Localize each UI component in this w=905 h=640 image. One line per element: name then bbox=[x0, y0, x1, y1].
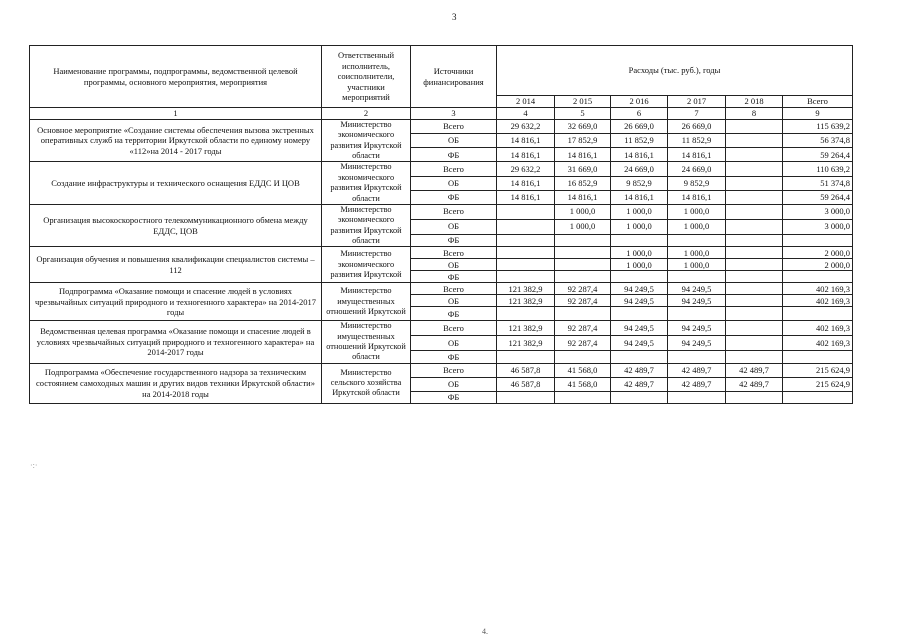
cell-amount bbox=[726, 134, 783, 148]
cell-amount: 26 669,0 bbox=[611, 120, 668, 134]
cell-amount: 1 000,0 bbox=[555, 204, 611, 219]
cell-amount bbox=[611, 351, 668, 364]
row-funding-source: ФБ bbox=[411, 391, 497, 403]
cell-amount bbox=[726, 120, 783, 134]
cell-amount bbox=[497, 234, 555, 247]
cell-amount: 32 669,0 bbox=[555, 120, 611, 134]
cell-total: 115 639,2 bbox=[783, 120, 853, 134]
cell-total: 2 000,0 bbox=[783, 259, 853, 271]
cell-amount: 24 669,0 bbox=[668, 162, 726, 177]
column-index: 6 bbox=[611, 108, 668, 120]
row-funding-source: Всего bbox=[411, 283, 497, 295]
cell-amount bbox=[497, 247, 555, 259]
cell-amount: 26 669,0 bbox=[668, 120, 726, 134]
row-funding-source: Всего bbox=[411, 363, 497, 377]
cell-amount: 1 000,0 bbox=[611, 219, 668, 234]
row-program-name: Подпрограмма «Оказание помощи и спасение людей в условиях чрезвычайных ситуаций природного и техногенного характера» на 2014-2017 годы bbox=[30, 283, 322, 321]
header-year: 2 018 bbox=[726, 96, 783, 108]
cell-amount: 42 489,7 bbox=[668, 377, 726, 391]
row-program-name: Подпрограмма «Обеспечение государственного надзора за техническим состоянием самоходных машин и других видов техники Иркутской области» на 2014-2018 годы bbox=[30, 363, 322, 403]
cell-amount: 121 382,9 bbox=[497, 295, 555, 307]
cell-amount bbox=[726, 259, 783, 271]
cell-amount: 42 489,7 bbox=[611, 377, 668, 391]
cell-amount: 94 249,5 bbox=[668, 295, 726, 307]
cell-total bbox=[783, 391, 853, 403]
cell-total: 3 000,0 bbox=[783, 204, 853, 219]
cell-amount bbox=[726, 391, 783, 403]
cell-amount bbox=[497, 391, 555, 403]
cell-total: 402 169,3 bbox=[783, 295, 853, 307]
cell-amount bbox=[555, 391, 611, 403]
scan-speck: ·:· bbox=[30, 461, 38, 470]
cell-amount: 42 489,7 bbox=[726, 363, 783, 377]
cell-amount: 14 816,1 bbox=[497, 134, 555, 148]
budget-table-body bbox=[30, 120, 853, 404]
cell-total: 56 374,8 bbox=[783, 134, 853, 148]
cell-amount: 94 249,5 bbox=[668, 321, 726, 336]
column-index: 4 bbox=[497, 108, 555, 120]
cell-amount: 94 249,5 bbox=[611, 336, 668, 351]
cell-amount bbox=[726, 148, 783, 162]
cell-amount: 11 852,9 bbox=[668, 134, 726, 148]
row-executor: Министерство экономического развития Иркутской области bbox=[322, 120, 411, 162]
cell-amount bbox=[668, 271, 726, 283]
cell-amount: 46 587,8 bbox=[497, 377, 555, 391]
cell-amount: 14 816,1 bbox=[668, 191, 726, 205]
cell-amount bbox=[726, 234, 783, 247]
cell-amount: 41 568,0 bbox=[555, 377, 611, 391]
cell-amount bbox=[726, 204, 783, 219]
row-funding-source: Всего bbox=[411, 162, 497, 177]
cell-amount: 1 000,0 bbox=[611, 247, 668, 259]
column-index: 8 bbox=[726, 108, 783, 120]
cell-amount bbox=[726, 307, 783, 321]
cell-total bbox=[783, 351, 853, 364]
column-index: 7 bbox=[668, 108, 726, 120]
row-program-name: Организация обучения и повышения квалификации специалистов системы – 112 bbox=[30, 247, 322, 283]
cell-amount bbox=[726, 271, 783, 283]
cell-amount: 1 000,0 bbox=[668, 204, 726, 219]
cell-amount: 1 000,0 bbox=[668, 259, 726, 271]
cell-amount bbox=[497, 271, 555, 283]
row-funding-source: ОБ bbox=[411, 177, 497, 191]
cell-amount: 14 816,1 bbox=[497, 177, 555, 191]
cell-amount: 46 587,8 bbox=[497, 363, 555, 377]
cell-amount bbox=[555, 234, 611, 247]
row-executor: Министерство экономического развития Иркутской области bbox=[322, 162, 411, 204]
cell-amount: 94 249,5 bbox=[611, 295, 668, 307]
cell-amount: 41 568,0 bbox=[555, 363, 611, 377]
cell-amount: 29 632,2 bbox=[497, 162, 555, 177]
header-expenses: Расходы (тыс. руб.), годы bbox=[497, 46, 853, 96]
row-funding-source: ОБ bbox=[411, 336, 497, 351]
row-executor: Министерство экономического развития Иркутской bbox=[322, 247, 411, 283]
cell-amount: 14 816,1 bbox=[555, 148, 611, 162]
cell-total bbox=[783, 271, 853, 283]
cell-amount: 1 000,0 bbox=[668, 219, 726, 234]
cell-amount: 42 489,7 bbox=[726, 377, 783, 391]
cell-amount bbox=[555, 351, 611, 364]
cell-amount: 92 287,4 bbox=[555, 283, 611, 295]
cell-amount: 1 000,0 bbox=[611, 204, 668, 219]
cell-amount bbox=[555, 259, 611, 271]
cell-total: 59 264,4 bbox=[783, 191, 853, 205]
row-funding-source: ФБ bbox=[411, 191, 497, 205]
row-funding-source: ФБ bbox=[411, 148, 497, 162]
table-row bbox=[30, 247, 853, 259]
cell-amount bbox=[726, 295, 783, 307]
header-year: 2 015 bbox=[555, 96, 611, 108]
table-row bbox=[30, 204, 853, 219]
cell-amount: 9 852,9 bbox=[611, 177, 668, 191]
cell-total: 402 169,3 bbox=[783, 321, 853, 336]
column-index: 1 bbox=[30, 108, 322, 120]
table-row bbox=[30, 321, 853, 336]
cell-amount bbox=[497, 351, 555, 364]
cell-amount bbox=[726, 247, 783, 259]
table-row bbox=[30, 363, 853, 377]
row-program-name: Основное мероприятие «Создание системы обеспечения вызова экстренных оперативных служб на территории Иркутской области по единому номеру «112»на 2014 - 2017 годы bbox=[30, 120, 322, 162]
cell-amount: 94 249,5 bbox=[611, 283, 668, 295]
row-funding-source: ФБ bbox=[411, 307, 497, 321]
cell-amount: 11 852,9 bbox=[611, 134, 668, 148]
row-funding-source: Всего bbox=[411, 247, 497, 259]
header-executor: Ответственный исполнитель, соисполнители, участники мероприятий bbox=[322, 46, 411, 108]
cell-amount: 14 816,1 bbox=[497, 148, 555, 162]
row-funding-source: ОБ bbox=[411, 377, 497, 391]
cell-amount bbox=[726, 336, 783, 351]
header-source: Источники финансирования bbox=[411, 46, 497, 108]
cell-amount: 121 382,9 bbox=[497, 321, 555, 336]
cell-amount: 1 000,0 bbox=[611, 259, 668, 271]
cell-amount: 14 816,1 bbox=[497, 191, 555, 205]
footer-mark: 4. bbox=[482, 627, 488, 636]
cell-amount bbox=[668, 307, 726, 321]
column-index: 9 bbox=[783, 108, 853, 120]
cell-amount bbox=[555, 247, 611, 259]
cell-amount: 31 669,0 bbox=[555, 162, 611, 177]
cell-amount: 14 816,1 bbox=[611, 191, 668, 205]
cell-amount: 94 249,5 bbox=[611, 321, 668, 336]
cell-amount bbox=[668, 351, 726, 364]
row-funding-source: ОБ bbox=[411, 219, 497, 234]
row-program-name: Создание инфраструктуры и технического оснащения ЕДДС И ЦОВ bbox=[30, 162, 322, 204]
cell-amount bbox=[497, 259, 555, 271]
row-executor: Министерство сельского хозяйства Иркутской области bbox=[322, 363, 411, 403]
cell-amount bbox=[726, 177, 783, 191]
row-funding-source: ФБ bbox=[411, 271, 497, 283]
column-index-row bbox=[30, 108, 853, 120]
row-funding-source: Всего bbox=[411, 120, 497, 134]
cell-amount: 42 489,7 bbox=[611, 363, 668, 377]
cell-amount: 121 382,9 bbox=[497, 283, 555, 295]
cell-total bbox=[783, 234, 853, 247]
row-funding-source: ФБ bbox=[411, 351, 497, 364]
cell-total bbox=[783, 307, 853, 321]
row-funding-source: Всего bbox=[411, 321, 497, 336]
row-executor: Министерство экономического развития Иркутской области bbox=[322, 204, 411, 246]
column-index: 5 bbox=[555, 108, 611, 120]
row-funding-source: ОБ bbox=[411, 259, 497, 271]
row-funding-source: ОБ bbox=[411, 295, 497, 307]
table-row bbox=[30, 120, 853, 134]
page-number: 3 bbox=[452, 12, 457, 22]
cell-amount bbox=[555, 307, 611, 321]
column-index: 3 bbox=[411, 108, 497, 120]
cell-total: 110 639,2 bbox=[783, 162, 853, 177]
cell-amount: 121 382,9 bbox=[497, 336, 555, 351]
cell-amount bbox=[668, 391, 726, 403]
budget-table bbox=[29, 45, 853, 404]
cell-amount bbox=[497, 204, 555, 219]
cell-amount bbox=[726, 162, 783, 177]
cell-amount: 24 669,0 bbox=[611, 162, 668, 177]
cell-total: 402 169,3 bbox=[783, 336, 853, 351]
cell-total: 215 624,9 bbox=[783, 377, 853, 391]
cell-amount bbox=[611, 271, 668, 283]
cell-amount: 14 816,1 bbox=[555, 191, 611, 205]
cell-amount: 14 816,1 bbox=[668, 148, 726, 162]
row-program-name: Организация высокоскоростного телекоммуникационного обмена между ЕДДС, ЦОВ bbox=[30, 204, 322, 246]
row-program-name: Ведомственная целевая программа «Оказание помощи и спасение людей в условиях чрезвычайных ситуаций природного и техногенного характера» на 2014-2017 годы bbox=[30, 321, 322, 363]
cell-total: 2 000,0 bbox=[783, 247, 853, 259]
row-funding-source: ФБ bbox=[411, 234, 497, 247]
cell-amount bbox=[555, 271, 611, 283]
cell-amount bbox=[726, 191, 783, 205]
cell-amount: 94 249,5 bbox=[668, 283, 726, 295]
cell-amount: 1 000,0 bbox=[668, 247, 726, 259]
cell-amount bbox=[497, 307, 555, 321]
column-index: 2 bbox=[322, 108, 411, 120]
cell-amount: 16 852,9 bbox=[555, 177, 611, 191]
cell-amount: 9 852,9 bbox=[668, 177, 726, 191]
cell-amount bbox=[726, 283, 783, 295]
cell-amount bbox=[497, 219, 555, 234]
cell-amount: 92 287,4 bbox=[555, 321, 611, 336]
cell-amount bbox=[611, 234, 668, 247]
cell-amount bbox=[668, 234, 726, 247]
cell-total: 215 624,9 bbox=[783, 363, 853, 377]
cell-amount: 1 000,0 bbox=[555, 219, 611, 234]
cell-amount bbox=[611, 391, 668, 403]
header-year: 2 017 bbox=[668, 96, 726, 108]
cell-amount bbox=[611, 307, 668, 321]
cell-total: 51 374,8 bbox=[783, 177, 853, 191]
cell-amount: 14 816,1 bbox=[611, 148, 668, 162]
cell-amount bbox=[726, 321, 783, 336]
row-executor: Министерство имущественных отношений Иркутской bbox=[322, 283, 411, 321]
header-year-total: Всего bbox=[783, 96, 853, 108]
cell-amount: 92 287,4 bbox=[555, 336, 611, 351]
row-funding-source: ОБ bbox=[411, 134, 497, 148]
cell-amount: 17 852,9 bbox=[555, 134, 611, 148]
header-year: 2 016 bbox=[611, 96, 668, 108]
row-funding-source: Всего bbox=[411, 204, 497, 219]
cell-total: 3 000,0 bbox=[783, 219, 853, 234]
cell-amount bbox=[726, 219, 783, 234]
table-row bbox=[30, 283, 853, 295]
table-row bbox=[30, 162, 853, 177]
cell-total: 402 169,3 bbox=[783, 283, 853, 295]
header-name: Наименование программы, подпрограммы, ведомственной целевой программы, основного мероприятия, мероприятия bbox=[30, 46, 322, 108]
header-year: 2 014 bbox=[497, 96, 555, 108]
cell-amount: 94 249,5 bbox=[668, 336, 726, 351]
cell-amount: 92 287,4 bbox=[555, 295, 611, 307]
cell-amount: 42 489,7 bbox=[668, 363, 726, 377]
cell-total: 59 264,4 bbox=[783, 148, 853, 162]
cell-amount: 29 632,2 bbox=[497, 120, 555, 134]
row-executor: Министерство имущественных отношений Иркутской области bbox=[322, 321, 411, 363]
cell-amount bbox=[726, 351, 783, 364]
